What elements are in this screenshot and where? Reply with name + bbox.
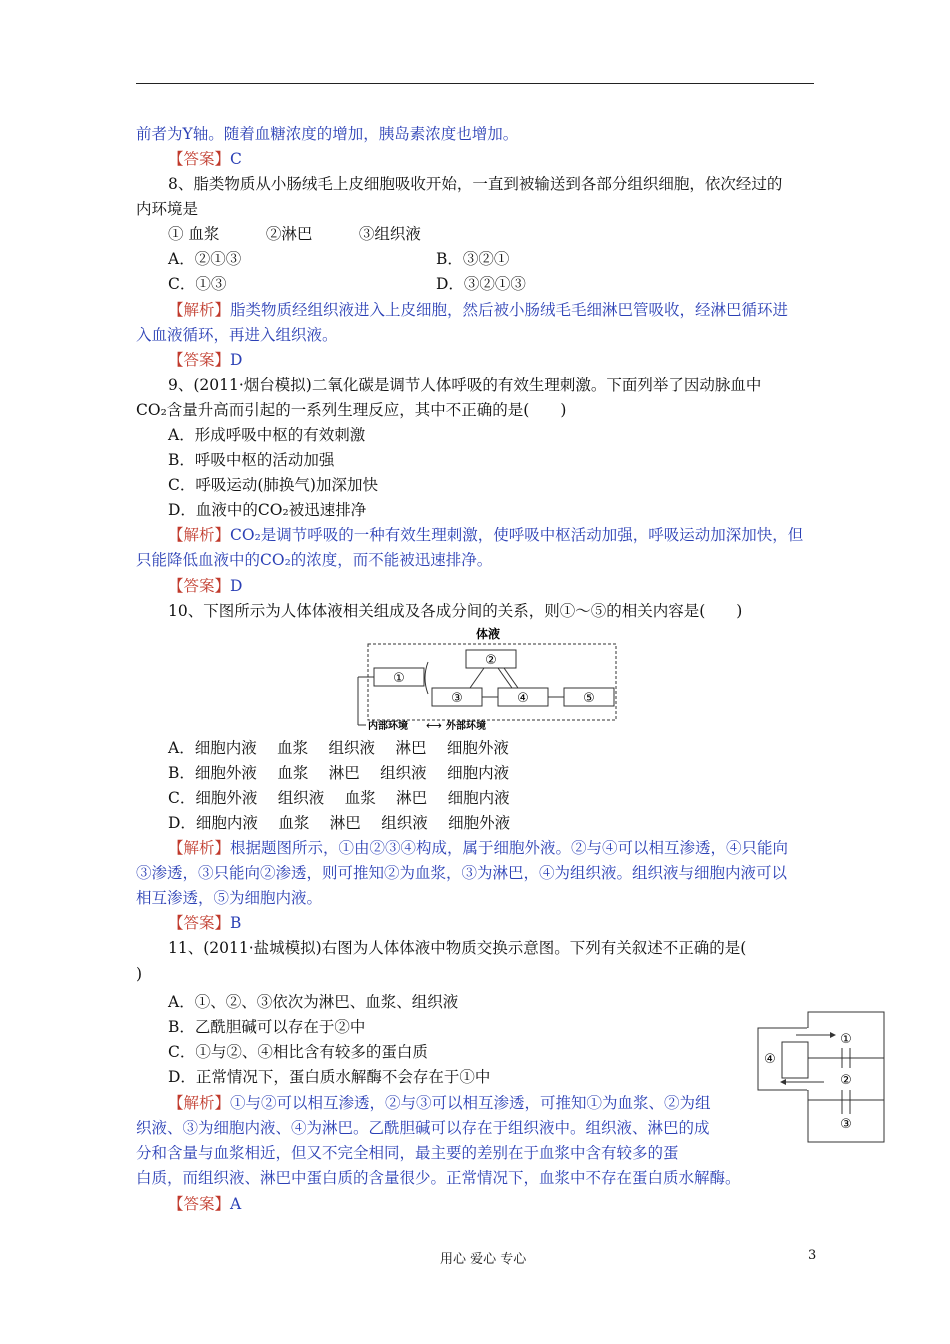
option-8a: A．②①③ — [168, 250, 242, 268]
option-10d: D．细胞内液 血浆 淋巴 组织液 细胞外液 — [168, 814, 511, 832]
answer-11 — [168, 1194, 241, 1214]
analysis-tag: 【解析】 — [168, 1094, 231, 1112]
diagram-title: 体液 — [475, 627, 501, 641]
option-11c: C．①与②、④相比含有较多的蛋白质 — [168, 1043, 428, 1061]
label-2: ② — [485, 653, 497, 668]
answer-value: A — [230, 1195, 242, 1213]
option-9c: C．呼吸运动(肺换气)加深加快 — [168, 476, 378, 494]
option-10b: B．细胞外液 血浆 淋巴 组织液 细胞内液 — [168, 764, 510, 782]
question-11-line2: ) — [136, 965, 143, 983]
answer-9 — [168, 576, 242, 596]
option-9b: B．呼吸中枢的活动加强 — [168, 451, 335, 469]
body-fluid-diagram — [352, 626, 622, 734]
env-arrow: ⟷ — [426, 719, 442, 732]
answer-tag: 【答案】 — [168, 150, 231, 168]
box-4-inner — [782, 1042, 808, 1078]
arrow-2-4 — [498, 668, 512, 688]
analysis-11-line4: 白质，而组织液、淋巴中蛋白质的含量很少。正常情况下，血浆中不存在蛋白质水解酶。 — [136, 1169, 741, 1187]
label-4: ④ — [764, 1052, 776, 1067]
env-right-label: 外部环境 — [446, 721, 486, 732]
answer-10 — [168, 913, 241, 933]
option-8d: D．③②①③ — [436, 275, 526, 293]
question-8-line1: 8、脂类物质从小肠绒毛上皮细胞吸收开始，一直到被输送到各部分组织细胞，依次经过的 — [168, 175, 783, 193]
option-11b: B．乙酰胆碱可以存在于②中 — [168, 1018, 366, 1036]
footer-center: 用心 爱心 专心 — [440, 1252, 527, 1267]
page-number: 3 — [808, 1248, 817, 1263]
answer-value: B — [230, 914, 242, 932]
answer-tag: 【答案】 — [168, 1195, 231, 1213]
option-8b: B．③②① — [436, 250, 510, 268]
option-11d: D．正常情况下，蛋白质水解酶不会存在于①中 — [168, 1068, 491, 1086]
brace — [425, 662, 428, 694]
analysis-tag: 【解析】 — [168, 526, 231, 544]
analysis-11-line1: 【解析】①与②可以相互渗透，②与③可以相互渗透，可推知①为血浆、②为组 — [168, 1094, 711, 1112]
answer-7 — [168, 149, 242, 169]
question-9-line2: CO₂含量升高而引起的一系列生理反应，其中不正确的是( ) — [136, 401, 567, 419]
option-9d: D．血液中的CO₂被迅速排净 — [168, 501, 367, 519]
env-left-label: 内部环境 — [368, 721, 408, 732]
answer-tag: 【答案】 — [168, 351, 231, 369]
question-8-items: ① 血浆 ②淋巴 ③组织液 — [168, 225, 421, 243]
label-1: ① — [840, 1032, 852, 1047]
label-3: ③ — [451, 691, 463, 706]
analysis-tag: 【解析】 — [168, 839, 231, 857]
analysis-tag: 【解析】 — [168, 301, 231, 319]
analysis-9-line1: 【解析】CO₂是调节呼吸的一种有效生理刺激，使呼吸中枢活动加强，呼吸运动加深加快，但 — [168, 526, 804, 544]
option-11a: A．①、②、③依次为淋巴、血浆、组织液 — [168, 993, 459, 1011]
answer-value: D — [230, 577, 243, 595]
label-1: ① — [393, 671, 405, 686]
question-9-line1: 9、(2011·烟台模拟)二氧化碳是调节人体呼吸的有效生理刺激。下面列举了因动脉血中 — [168, 376, 762, 394]
arrow-3-2 — [470, 668, 484, 688]
option-10a: A．细胞内液 血浆 组织液 淋巴 细胞外液 — [168, 739, 509, 757]
text-line: 前者为Y轴。随着血糖浓度的增加，胰岛素浓度也增加。 — [136, 125, 519, 143]
analysis-10-line1: 【解析】根据题图所示，①由②③④构成，属于细胞外液。②与④可以相互渗透，④只能向 — [168, 839, 789, 857]
option-9a: A．形成呼吸中枢的有效刺激 — [168, 426, 366, 444]
label-2: ② — [840, 1073, 852, 1088]
analysis-10-line3: 相互渗透，⑤为细胞内液。 — [136, 889, 323, 907]
label-5: ⑤ — [583, 691, 595, 706]
answer-value: C — [230, 150, 242, 168]
analysis-8-line2: 入血液循环，再进入组织液。 — [136, 326, 338, 344]
analysis-10-line2: ③渗透，③只能向②渗透，则可推知②为血浆，③为淋巴，④为组织液。组织液与细胞内液可以 — [136, 864, 788, 882]
question-11-line1: 11、(2011·盐城模拟)右图为人体体液中物质交换示意图。下列有关叙述不正确的是( — [168, 939, 747, 957]
answer-tag: 【答案】 — [168, 577, 231, 595]
label-3: ③ — [840, 1117, 852, 1132]
option-8c: C．①③ — [168, 275, 227, 293]
exchange-diagram — [756, 1010, 888, 1144]
answer-value: D — [230, 351, 243, 369]
label-4: ④ — [517, 691, 529, 706]
analysis-11-line2: 织液、③为细胞内液、④为淋巴。乙酰胆碱可以存在于组织液中。组织液、淋巴的成 — [136, 1119, 710, 1137]
answer-tag: 【答案】 — [168, 914, 231, 932]
analysis-9-line2: 只能降低血液中的CO₂的浓度，而不能被迅速排净。 — [136, 551, 493, 569]
option-10c: C．细胞外液 组织液 血浆 淋巴 细胞内液 — [168, 789, 510, 807]
arrow-4-2 — [504, 668, 518, 688]
analysis-8-line1: 【解析】脂类物质经组织液进入上皮细胞，然后被小肠绒毛毛细淋巴管吸收，经淋巴循环进 — [168, 301, 789, 319]
question-10-line1: 10、下图所示为人体体液相关组成及各成分间的关系，则①～⑤的相关内容是( ) — [168, 602, 743, 620]
question-8-line2: 内环境是 — [136, 200, 199, 218]
analysis-11-line3: 分和含量与血浆相近，但又不完全相同，最主要的差别在于血浆中含有较多的蛋 — [136, 1144, 679, 1162]
header-rule — [136, 83, 814, 84]
answer-8 — [168, 350, 242, 370]
